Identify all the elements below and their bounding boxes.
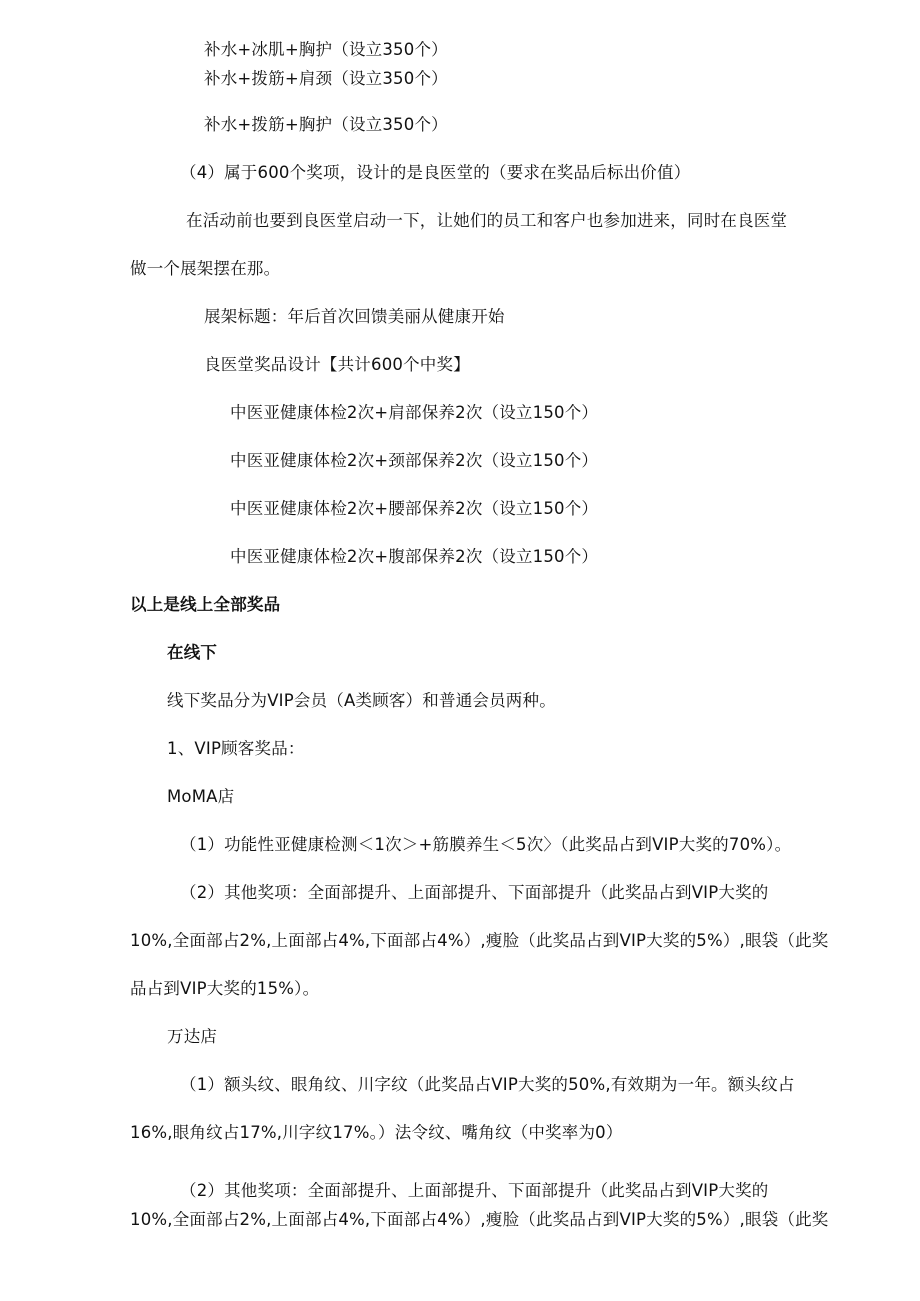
text-line: 16%,眼角纹占17%,川字纹17%。）法令纹、嘴角纹（中奖率为0） [130, 1123, 623, 1142]
text-line: 中医亚健康体检2次+腰部保养2次（设立150个） [230, 499, 599, 518]
text-line: 做一个展架摆在那。 [130, 259, 281, 278]
section-heading: 在线下 [167, 643, 218, 662]
text-line: 线下奖品分为VIP会员（A类顾客）和普通会员两种。 [167, 691, 556, 710]
text-line: 展架标题：年后首次回馈美丽从健康开始 [204, 307, 505, 326]
store-name: 万达店 [167, 1027, 218, 1046]
store-name: MoMA店 [167, 787, 235, 806]
text-line: （1）额头纹、眼角纹、川字纹（此奖品占VIP大奖的50%,有效期为一年。额头纹占 [180, 1075, 795, 1094]
text-line: （2）其他奖项：全面部提升、上面部提升、下面部提升（此奖品占到VIP大奖的 [180, 1181, 769, 1200]
text-line: 中医亚健康体检2次+颈部保养2次（设立150个） [230, 451, 599, 470]
text-line: 1、VIP顾客奖品： [167, 739, 305, 758]
text-line: 中医亚健康体检2次+肩部保养2次（设立150个） [230, 403, 599, 422]
text-line: 10%,全面部占2%,上面部占4%,下面部占4%）,瘦脸（此奖品占到VIP大奖的5%）,眼袋（此奖 [130, 931, 829, 950]
text-line: 品占到VIP大奖的15%）。 [130, 979, 320, 998]
text-line: 在活动前也要到良医堂启动一下，让她们的员工和客户也参加进来，同时在良医堂 [186, 211, 788, 230]
text-line: （1）功能性亚健康检测＜1次＞+筋膜养生＜5次〉（此奖品占到VIP大奖的70%）。 [180, 835, 792, 854]
text-line: 补水+冰肌+胸护（设立350个） [204, 40, 448, 59]
text-line: 中医亚健康体检2次+腹部保养2次（设立150个） [230, 547, 599, 566]
text-line: 补水+拨筋+胸护（设立350个） [204, 115, 448, 134]
text-line: （4）属于600个奖项，设计的是良医堂的（要求在奖品后标出价值） [180, 163, 691, 182]
text-line: 补水+拨筋+肩颈（设立350个） [204, 69, 448, 88]
section-heading: 以上是线上全部奖品 [130, 595, 281, 614]
text-line: 10%,全面部占2%,上面部占4%,下面部占4%）,瘦脸（此奖品占到VIP大奖的5%）,眼袋（此奖 [130, 1210, 829, 1229]
text-line: 良医堂奖品设计【共计600个中奖】 [204, 355, 470, 374]
text-line: （2）其他奖项：全面部提升、上面部提升、下面部提升（此奖品占到VIP大奖的 [180, 883, 769, 902]
